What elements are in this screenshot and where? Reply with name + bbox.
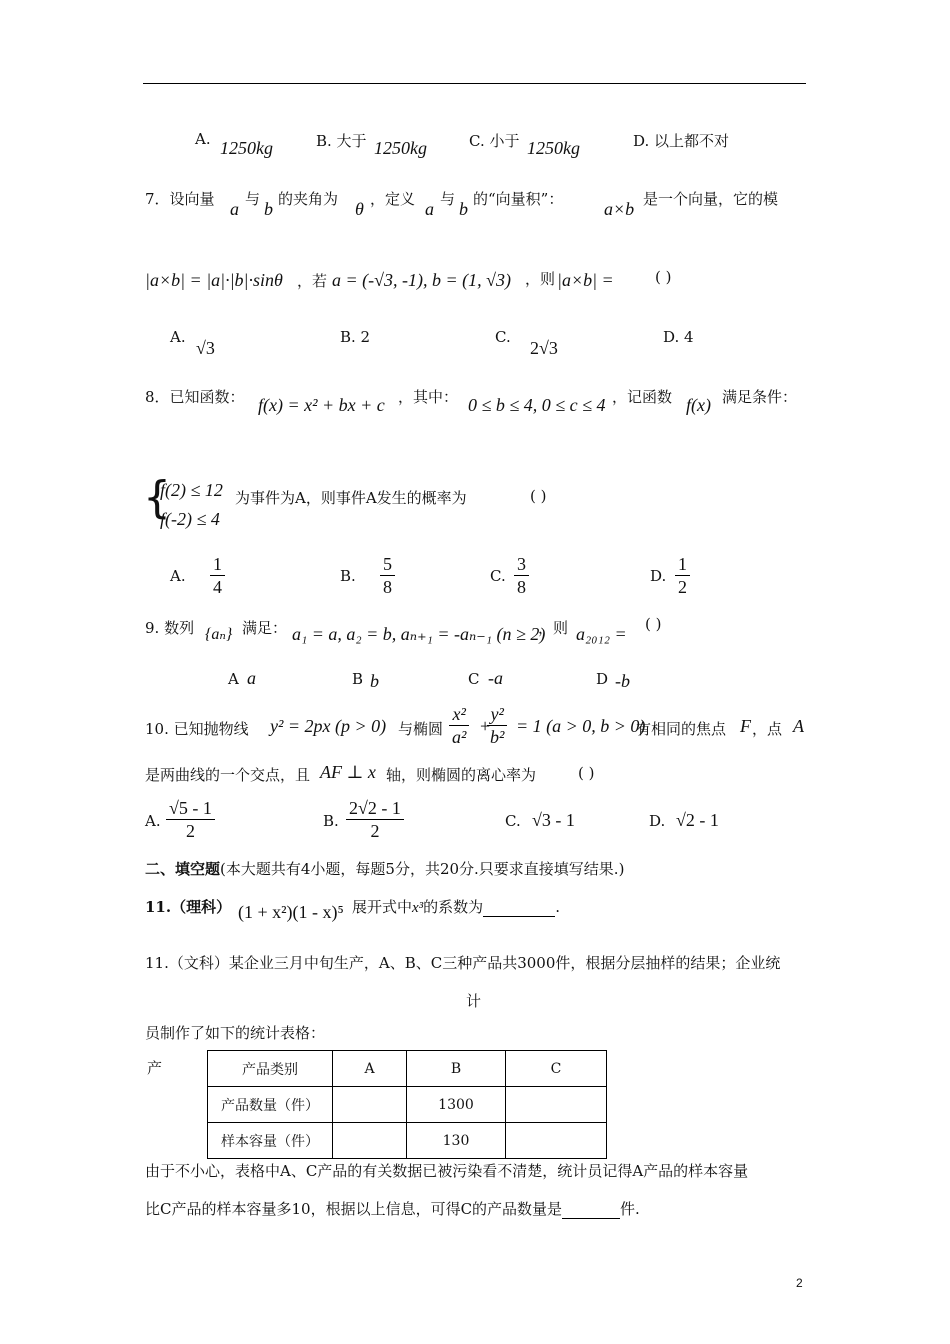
table-cell bbox=[333, 1087, 407, 1123]
q6-option-b-label: B. 大于 bbox=[316, 132, 367, 150]
q8-option-b-fraction: $\frac{5}{8}$ bbox=[380, 553, 395, 598]
q8-range: 0 ≤ b ≤ 4, 0 ≤ c ≤ 4 bbox=[468, 395, 606, 415]
q11-liberal-line-3: 由于不小心，表格中A、C产品的有关数据已被污染看不清楚，统计员记得A产品的样本容量 bbox=[145, 1162, 749, 1180]
q7-vector-b-2: b bbox=[459, 199, 468, 219]
q8-text-3: ，记函数 bbox=[612, 388, 673, 406]
q6-option-c-label: C. 小于 bbox=[469, 132, 520, 150]
q10-focus-F: F bbox=[740, 716, 751, 736]
q8-option-d-fraction: $\frac{1}{2}$ bbox=[675, 553, 690, 598]
table-header-cell: B bbox=[407, 1051, 506, 1087]
q11-liberal-line-1b: 计 bbox=[466, 992, 482, 1010]
q10-option-c: √3 - 1 bbox=[532, 810, 575, 830]
q7-ask: |a×b| = bbox=[557, 270, 614, 290]
q9-option-b: b bbox=[370, 671, 379, 691]
section-2-heading bbox=[145, 858, 624, 879]
q11-science-text-2: 的系数为 bbox=[423, 898, 484, 916]
q10-text-4: ，点 bbox=[752, 720, 783, 738]
q7-text-1: 7．设向量 bbox=[145, 190, 215, 208]
q11-science-x3: x³ bbox=[412, 900, 424, 916]
q9-text-3: ，则 bbox=[538, 619, 569, 637]
q8-option-a-label: A. bbox=[170, 567, 186, 585]
q10-text-2: 与椭圆 bbox=[398, 720, 444, 738]
q7-text-8: ，则 bbox=[525, 270, 556, 288]
q10-ellipse-plus: + bbox=[480, 716, 491, 736]
q7-given: a = (-√3, -1), b = (1, √3) bbox=[332, 270, 512, 290]
q8-text-2: ，其中： bbox=[398, 388, 459, 406]
q8-text-1: 8．已知函数： bbox=[145, 388, 245, 406]
q10-option-d-label: D. bbox=[649, 812, 666, 830]
q11-liberal-line-1: 11.（文科）某企业三月中旬生产，A、B、C三种产品共3000件，根据分层抽样的结果；企业统 bbox=[145, 954, 781, 972]
q8-condition-2: f(-2) ≤ 4 bbox=[160, 509, 220, 529]
q8-option-d-label: D. bbox=[650, 567, 667, 585]
q11-liberal-line-4b: 件. bbox=[620, 1200, 640, 1218]
q7-text-7: ，若 bbox=[297, 272, 328, 290]
q9-paren: ( ) bbox=[645, 615, 662, 633]
q9-option-a-label: A bbox=[228, 670, 239, 688]
q11-liberal-line-4a: 比C产品的样本容量多10，根据以上信息，可得C的产品数量是 bbox=[145, 1200, 563, 1218]
table-header-cell: 产品类别 bbox=[208, 1051, 333, 1087]
q10-option-b-label: B. bbox=[323, 812, 339, 830]
table-cell: 130 bbox=[407, 1123, 506, 1159]
section-2-description: (本大题共有4小题，每题5分，共20分.只要求直接填写结果.) bbox=[220, 860, 625, 878]
q11-liberal-side: 产 bbox=[147, 1059, 163, 1077]
q6-option-a-value: 1250kg bbox=[220, 138, 273, 158]
q10-parabola: y² = 2px (p > 0) bbox=[270, 716, 387, 736]
q7-option-b: B. 2 bbox=[340, 328, 371, 346]
q10-option-c-label: C. bbox=[505, 812, 521, 830]
q10-option-b-fraction: $\frac{2√2 - 1}{2}$ bbox=[346, 797, 404, 842]
page-number: 2 bbox=[796, 1276, 803, 1290]
q8-text-5: 为事件为A，则事件A发生的概率为 bbox=[235, 489, 467, 507]
table-header-row bbox=[208, 1051, 607, 1087]
q11-liberal-line-2: 员制作了如下的统计表格： bbox=[145, 1024, 326, 1042]
q7-vector-a: a bbox=[230, 199, 239, 219]
table-header-cell: A bbox=[333, 1051, 407, 1087]
q7-text-2b: 与 bbox=[440, 190, 456, 208]
table-header-cell: C bbox=[506, 1051, 607, 1087]
q9-option-d-label: D bbox=[596, 670, 609, 688]
section-2-title: 二、填空题 bbox=[145, 860, 221, 878]
q7-text-5: 的“向量积”： bbox=[473, 190, 564, 208]
q8-brace: { bbox=[143, 472, 171, 523]
table-row bbox=[208, 1123, 607, 1159]
table-cell bbox=[506, 1087, 607, 1123]
q10-paren: ( ) bbox=[578, 764, 595, 782]
q11-liberal-line-4 bbox=[145, 1198, 640, 1219]
table-cell: 产品数量（件） bbox=[208, 1087, 333, 1123]
q7-formula: |a×b| = |a|·|b|·sinθ bbox=[145, 270, 283, 290]
q6-option-b-value: 1250kg bbox=[374, 138, 427, 158]
q6-option-a-label: A. bbox=[195, 130, 211, 148]
q11-science-label: 11.（理科） bbox=[145, 898, 232, 916]
statistics-table bbox=[207, 1050, 607, 1159]
q8-text-4: 满足条件： bbox=[722, 388, 798, 406]
q9-option-c-label: C bbox=[468, 670, 480, 688]
q8-function: f(x) = x² + bx + c bbox=[258, 395, 385, 415]
q9-sequence: {aₙ} bbox=[205, 626, 233, 643]
q10-text-3: 有相同的焦点 bbox=[636, 720, 727, 738]
q10-perp: AF ⊥ x bbox=[320, 762, 376, 782]
q8-option-c-label: C. bbox=[490, 567, 506, 585]
q7-text-4: ，定义 bbox=[370, 190, 416, 208]
q7-theta: θ bbox=[355, 199, 364, 219]
q11-science-text-1: 展开式中 bbox=[352, 898, 413, 916]
q9-text-1: 9. 数列 bbox=[145, 619, 195, 637]
q9-option-d: -b bbox=[615, 671, 630, 691]
table-cell: 1300 bbox=[407, 1087, 506, 1123]
q6-option-c-value: 1250kg bbox=[527, 138, 580, 158]
q7-option-a-label: A. bbox=[170, 328, 186, 346]
q10-ellipse-rest: = 1 (a > 0, b > 0) bbox=[516, 716, 646, 736]
q9-recurrence: a₁ = a, a₂ = b, aₙ₊₁ = -aₙ₋₁ (n ≥ 2) bbox=[292, 624, 546, 644]
q7-text-3: 的夹角为 bbox=[278, 190, 339, 208]
q10-line-2: 是两曲线的一个交点，且 bbox=[145, 766, 311, 784]
q9-option-a: a bbox=[247, 668, 256, 688]
q7-text-6: 是一个向量，它的模 bbox=[643, 190, 779, 208]
q7-paren: ( ) bbox=[655, 268, 672, 286]
q8-paren: ( ) bbox=[530, 487, 547, 505]
q9-option-b-label: B bbox=[352, 670, 364, 688]
q8-fx: f(x) bbox=[686, 395, 711, 415]
q11-science-blank bbox=[483, 898, 555, 917]
q7-option-c: 2√3 bbox=[530, 338, 558, 358]
q11-science-end: . bbox=[555, 898, 560, 916]
q8-option-b-label: B. bbox=[340, 567, 356, 585]
q10-option-d: √2 - 1 bbox=[676, 810, 719, 830]
q9-ask: a₂₀₁₂ = bbox=[576, 624, 627, 644]
q7-cross: a×b bbox=[604, 199, 635, 219]
table-cell: 样本容量（件） bbox=[208, 1123, 333, 1159]
q9-option-c: -a bbox=[488, 668, 503, 688]
q7-vector-b: b bbox=[264, 199, 273, 219]
q11-liberal-blank bbox=[562, 1200, 620, 1219]
q10-point-A: A bbox=[793, 716, 804, 736]
q11-science-text bbox=[352, 896, 560, 917]
q6-option-d: D. 以上都不对 bbox=[633, 132, 730, 150]
q7-text-2: 与 bbox=[245, 190, 261, 208]
q10-option-a-fraction: $\frac{√5 - 1}{2}$ bbox=[166, 797, 215, 842]
q8-condition-1: f(2) ≤ 12 bbox=[160, 480, 223, 500]
q10-text-1: 10. 已知抛物线 bbox=[145, 720, 249, 738]
table-cell bbox=[506, 1123, 607, 1159]
table-row bbox=[208, 1087, 607, 1123]
q7-vector-a-2: a bbox=[425, 199, 434, 219]
q7-option-c-label: C. bbox=[495, 328, 511, 346]
q11-science-expression: (1 + x²)(1 - x)⁵ bbox=[238, 902, 344, 922]
q7-option-d: D. 4 bbox=[663, 328, 694, 346]
q7-option-a: √3 bbox=[196, 338, 215, 358]
q10-ellipse-y: $\frac{\text{y²}}{\text{b²}}$ bbox=[487, 703, 507, 748]
q9-text-2: 满足： bbox=[242, 619, 288, 637]
header-rule bbox=[143, 83, 806, 84]
q8-option-c-fraction: $\frac{3}{8}$ bbox=[514, 553, 529, 598]
q10-text-5: 轴，则椭圆的离心率为 bbox=[386, 766, 537, 784]
q10-ellipse-x: $\frac{\text{x²}}{\text{a²}}$ bbox=[449, 703, 469, 748]
table-cell bbox=[333, 1123, 407, 1159]
q10-option-a-label: A. bbox=[145, 812, 161, 830]
q8-option-a-fraction: $\frac{1}{4}$ bbox=[210, 553, 225, 598]
